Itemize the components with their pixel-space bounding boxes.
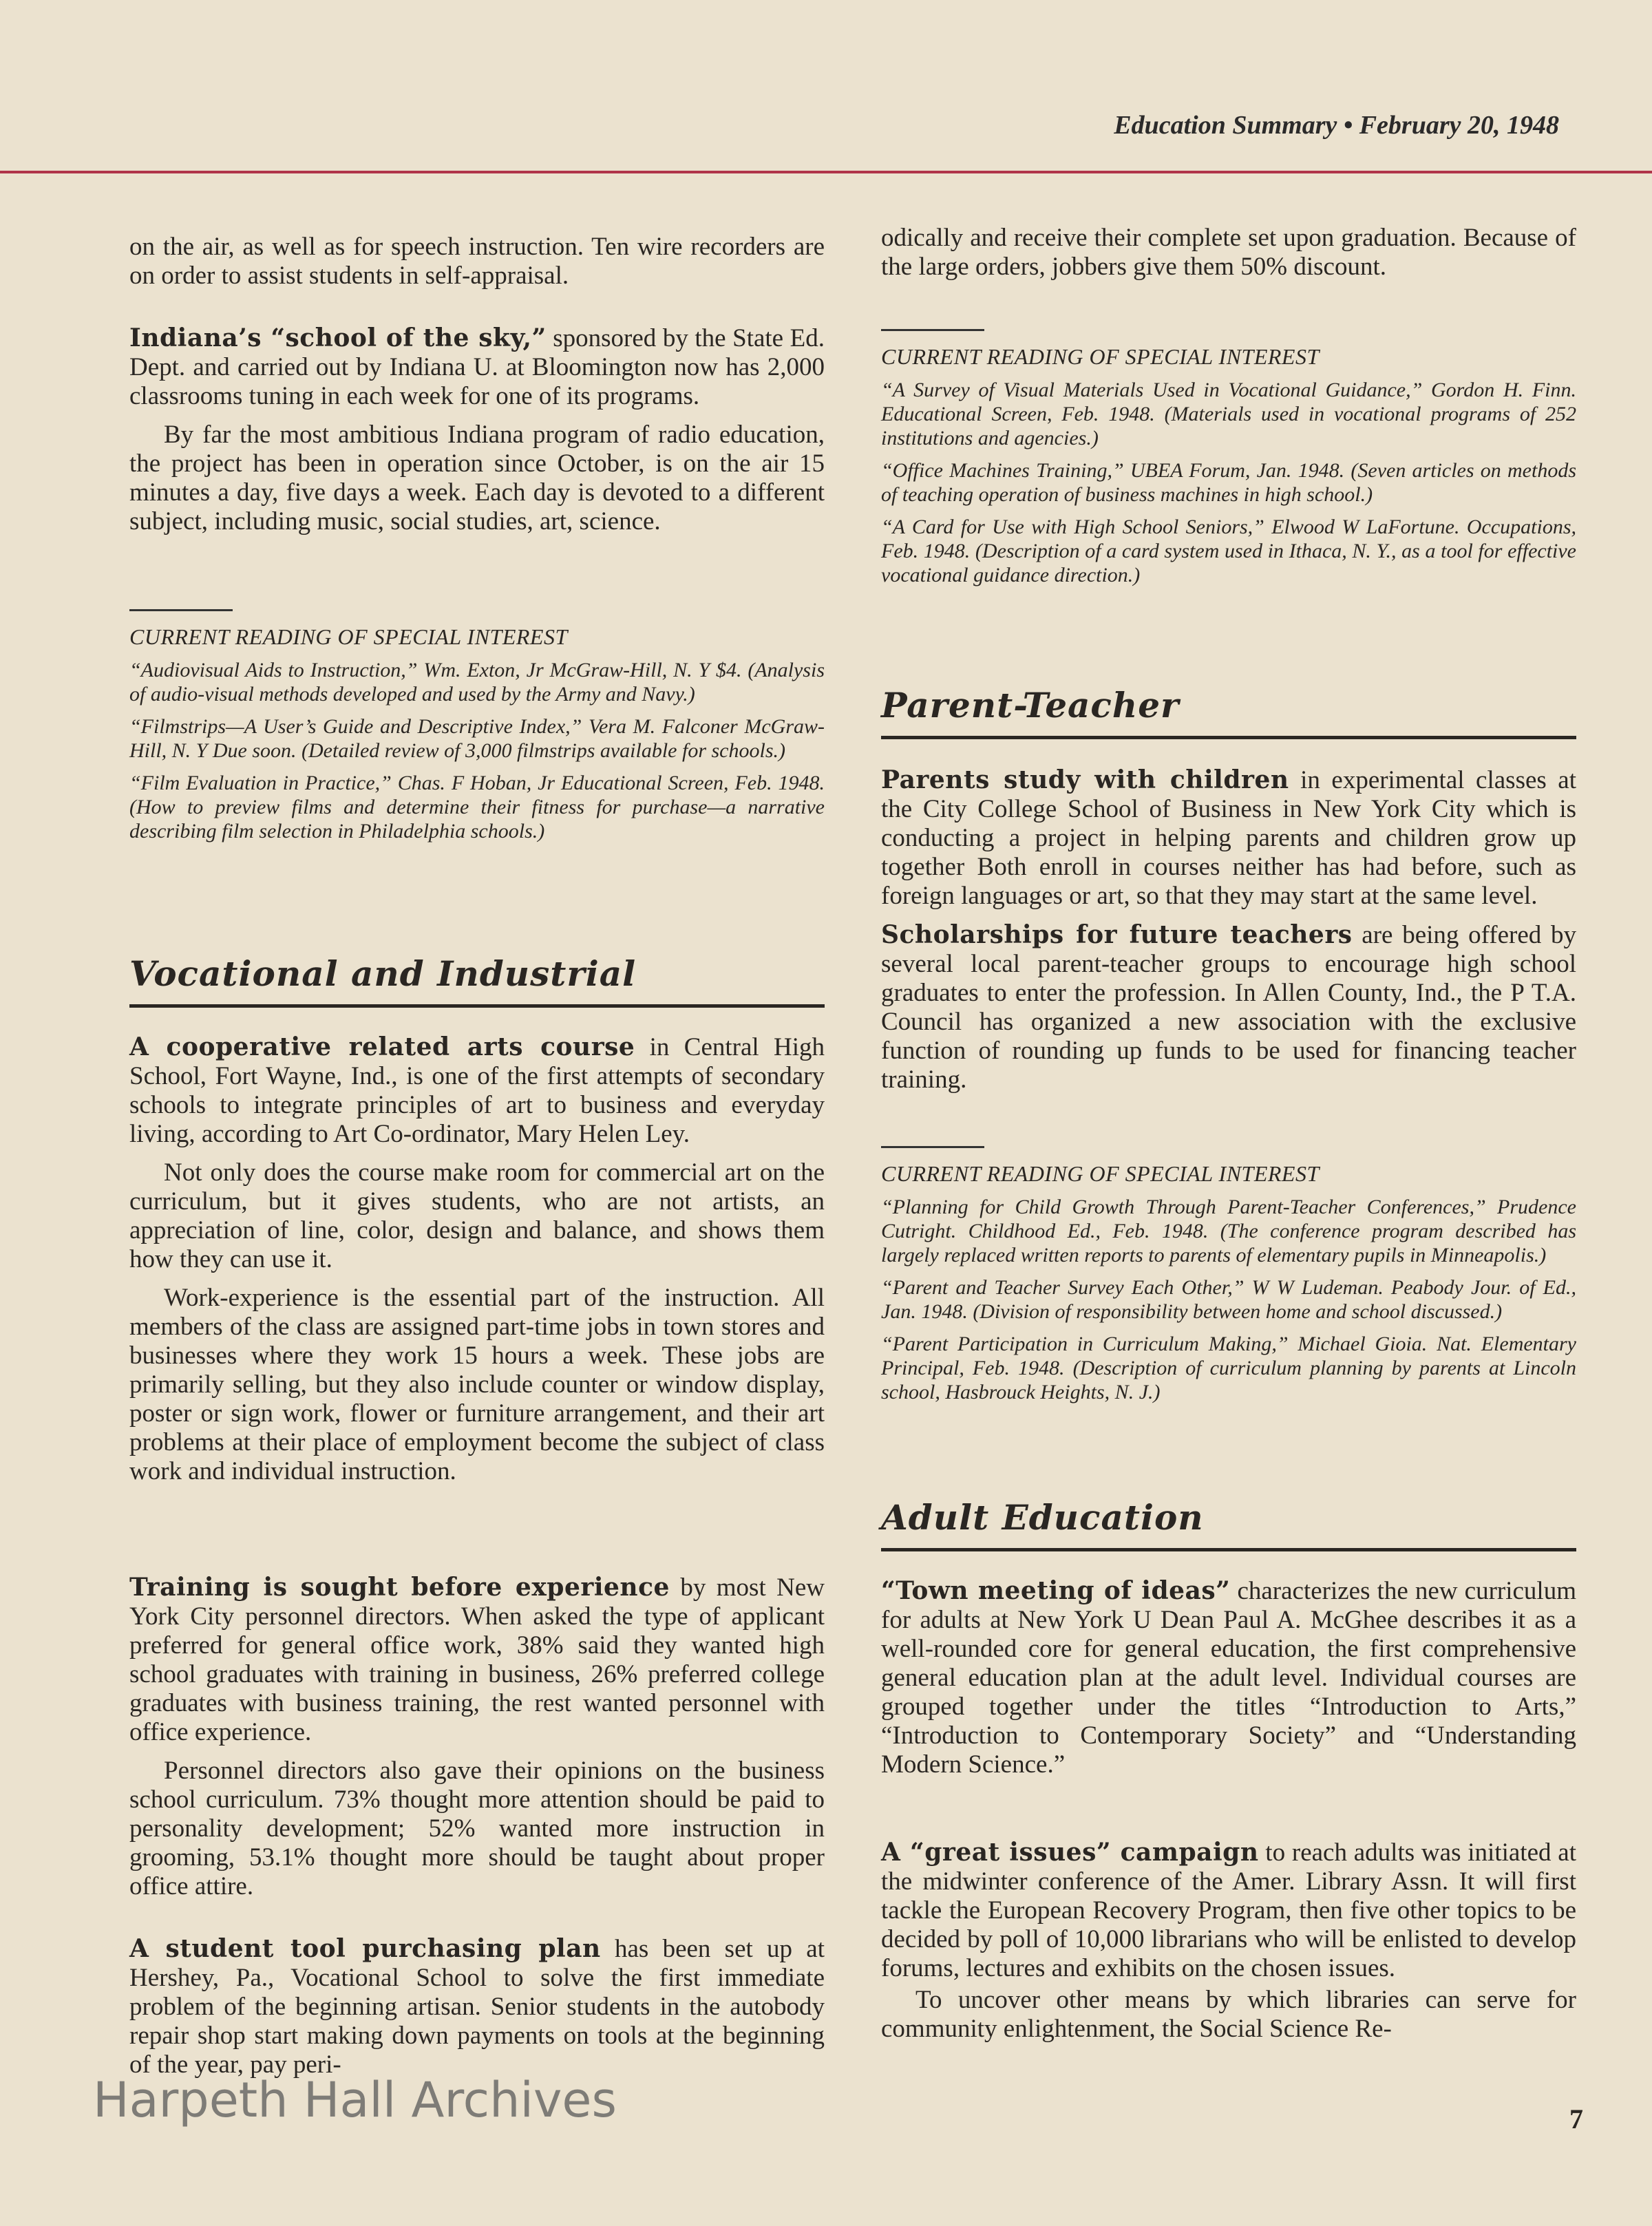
reading-item: “Filmstrips—A User’s Guide and Descriptive Index,” Vera M. Falconer McGraw-Hill, N. Y Due soon. (Detailed review of 3,000 filmstrips available for schools.) xyxy=(129,715,825,762)
section-rule xyxy=(881,736,1576,739)
paragraph xyxy=(881,765,1576,911)
archive-watermark: Harpeth Hall Archives xyxy=(93,2072,617,2128)
section-heading: Parent-Teacher xyxy=(881,685,1180,725)
reading-item: “Audiovisual Aids to Instruction,” Wm. Exton, Jr McGraw-Hill, N. Y $4. (Analysis of audio-visual methods developed and used by the Army and Navy.) xyxy=(129,659,825,706)
reading-item: “Parent and Teacher Survey Each Other,” W W Ludeman. Peabody Jour. of Ed., Jan. 1948. (Division of responsibility between home and school discussed.) xyxy=(881,1276,1576,1323)
article-text: has been set up at Hershey, Pa., Vocational School to solve the first immediate problem of the beginning artisan. Senior students in the autobody repair shop start making down payments on tools at the beginning of the year, pay peri- xyxy=(129,1935,825,2079)
section-rule xyxy=(129,1004,825,1008)
paragraph: Personnel directors also gave their opinions on the business school curriculum. 73% thought more attention should be paid to personality development; 52% wanted more instruction in grooming, 53.1% thought more should be taught about proper office attire. xyxy=(129,1757,825,1900)
reading-item: “A Survey of Visual Materials Used in Vocational Guidance,” Gordon H. Finn. Educational Screen, Feb. 1948. (Materials used in vocational programs of 252 institutions and agencies.) xyxy=(881,379,1576,449)
paragraph: To uncover other means by which libraries can serve for community enlightenment, the Social Science Re- xyxy=(881,1986,1576,2043)
reading-heading: CURRENT READING OF SPECIAL INTEREST xyxy=(881,344,1320,369)
left-paragraph-1 xyxy=(129,233,825,290)
reading-item: “A Card for Use with High School Seniors,” Elwood W LaFortune. Occupations, Feb. 1948. (Description of a card system used in Ithaca, N. Y., as a tool for effective vocational guidance direction.) xyxy=(881,516,1576,586)
running-head: Education Summary • February 20, 1948 xyxy=(1114,111,1559,140)
article-training xyxy=(129,1573,825,1901)
divider xyxy=(881,329,984,331)
section-heading: Vocational and Industrial xyxy=(129,953,637,994)
section-parent-teacher xyxy=(881,685,1576,739)
article-lead: “Town meeting of ideas” xyxy=(881,1576,1231,1605)
article-lead: Parents study with children xyxy=(881,765,1289,794)
section-rule xyxy=(881,1548,1576,1551)
paragraph: Not only does the course make room for commercial art on the curriculum, but it gives students, who are not artists, an appreciation of line, color, design and balance, and shows them how they can use it. xyxy=(129,1158,825,1273)
article-lead: Training is sought before experience xyxy=(129,1573,670,1602)
article-arts-course xyxy=(129,1032,825,1486)
article-text: characterizes the new curriculum for adults at New York U Dean Paul A. McGhee describes it as a well-rounded core for general education, the first comprehensive general education plan at the adult level. Individual courses are grouped together under the titles “Introduction to Arts,” “Introduction to Contemporary Society” and “Understanding Modern Science.” xyxy=(881,1577,1576,1779)
article-text: by most New York City personnel directors. When asked the type of applicant preferred for general office work, 38% said they wanted high school graduates with training in business, 26% preferred college graduates with business training, the rest wanted personnel with office experience. xyxy=(129,1573,825,1746)
reading-item: “Office Machines Training,” UBEA Forum, Jan. 1948. (Seven articles on methods of teaching operation of business machines in high school.) xyxy=(881,459,1576,506)
article-text: to reach adults was initiated at the midwinter conference of the Amer. Library Assn. It will first tackle the European Recovery Program, then five other topics to be decided by poll of 10,000 librarians who will be enlisted to develop forums, lectures and exhibits on the chosen issues. xyxy=(881,1838,1576,1982)
article-text: in Central High School, Fort Wayne, Ind., is one of the first attempts of secondary schools to integrate principles of art to business and everyday living, according to Art Co-ordinator, Mary Helen Ley. xyxy=(129,1033,825,1148)
article-lead: Scholarships for future teachers xyxy=(881,920,1353,949)
section-adult-education xyxy=(881,1497,1576,1551)
paragraph: Work-experience is the essential part of the instruction. All members of the class are assigned part-time jobs in town stores and businesses where they work 15 hours a week. These jobs are primarily selling, but they also include counter or window display, poster or sign work, flower or furniture arrangement, and their art problems at their place of employment become the subject of class work and individual instruction. xyxy=(129,1284,825,1485)
right-paragraph-1 xyxy=(881,224,1576,282)
paragraph xyxy=(881,920,1576,1094)
paragraph xyxy=(881,1838,1576,1983)
section-heading: Adult Education xyxy=(881,1497,1204,1538)
article-lead: A student tool purchasing plan xyxy=(129,1934,601,1963)
page-number: 7 xyxy=(1569,2103,1583,2134)
reading-item: “Planning for Child Growth Through Parent-Teacher Conferences,” Prudence Cutright. Childhood Ed., Feb. 1948. (The conference program described has largely replaced written reports to parents of elementary pupils in Minneapolis.) xyxy=(881,1196,1576,1266)
article-lead: A cooperative related arts course xyxy=(129,1032,635,1061)
paragraph xyxy=(881,1576,1576,1779)
article-text: are being offered by several local parent-teacher groups to encourage high school graduates to enter the profession. In Allen County, Ind., the P T.A. Council has organized a new association with the exclusive function of rounding up funds to be used for financing teacher training. xyxy=(881,921,1576,1094)
reading-list-parent-teacher xyxy=(881,1146,1576,1412)
article-parents-study xyxy=(881,765,1576,1094)
reading-item: “Parent Participation in Curriculum Making,” Michael Gioia. Nat. Elementary Principal, Feb. 1948. (Description of curriculum planning by parents at Lincoln school, Hasbrouck Heights, N. J.) xyxy=(881,1333,1576,1403)
article-school-of-sky xyxy=(129,324,825,536)
paragraph: odically and receive their complete set upon graduation. Because of the large orders, jobbers give them 50% discount. xyxy=(881,224,1576,281)
divider xyxy=(881,1146,984,1148)
reading-list-vocational xyxy=(881,329,1576,595)
section-vocational xyxy=(129,953,825,1008)
paragraph: on the air, as well as for speech instruction. Ten wire recorders are on order to assist students in self-appraisal. xyxy=(129,233,825,290)
article-tool-plan xyxy=(129,1934,825,2079)
article-text: sponsored by the State Ed. Dept. and carried out by Indiana U. at Bloomington now has 2,000 classrooms tuning in each week for one of its programs. xyxy=(129,324,825,410)
reading-heading: CURRENT READING OF SPECIAL INTEREST xyxy=(881,1161,1320,1186)
paragraph xyxy=(129,1573,825,1747)
reading-list-left xyxy=(129,609,825,851)
paragraph xyxy=(129,1934,825,2079)
article-lead: Indiana’s “school of the sky,” xyxy=(129,324,547,352)
article-text: in experimental classes at the City College School of Business in New York City which is conducting a project in helping parents and children grow up together Both enroll in courses neither has had before, such as foreign languages or art, so that they may start at the same level. xyxy=(881,766,1577,910)
article-great-issues xyxy=(881,1838,1576,2044)
reading-heading: CURRENT READING OF SPECIAL INTEREST xyxy=(129,624,568,649)
reading-item: “Film Evaluation in Practice,” Chas. F Hoban, Jr Educational Screen, Feb. 1948. (How to preview films and determine their fitness for purchase—a narrative describing film selection in Philadelphia schools.) xyxy=(129,772,825,842)
paragraph xyxy=(129,324,825,411)
paragraph xyxy=(129,1032,825,1149)
header-rule xyxy=(0,171,1652,173)
article-lead: A “great issues” campaign xyxy=(881,1838,1259,1867)
paragraph: By far the most ambitious Indiana program of radio education, the project has been in operation since October, is on the air 15 minutes a day, five days a week. Each day is devoted to a different subject, including music, social studies, art, science. xyxy=(129,421,825,536)
article-town-meeting xyxy=(881,1576,1576,1779)
divider xyxy=(129,609,233,611)
